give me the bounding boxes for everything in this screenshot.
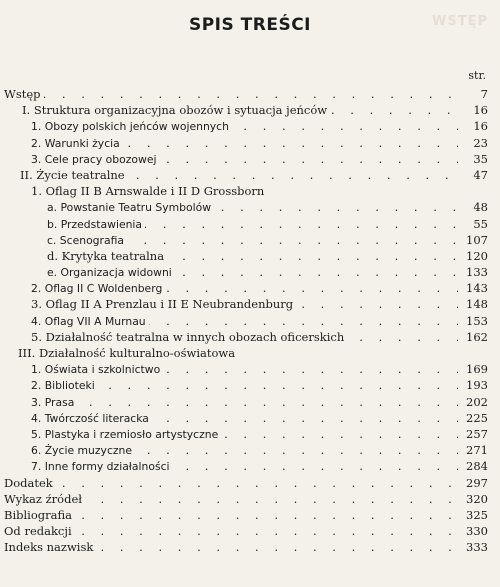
toc-entry-title: III. Działalność kulturalno-oświatowa [18,346,238,360]
toc-entry-page-number: 162 [462,329,488,345]
toc-entry-page-number: 193 [462,377,488,393]
toc-entry [0,102,500,118]
toc-entry-title: Dodatek [4,476,56,490]
toc-entry-text-wrap [47,199,458,216]
toc-entry [0,394,500,410]
toc-entry [0,523,500,539]
toc-entry-text-wrap [4,475,458,491]
toc-entry-text-wrap [31,442,458,459]
toc-entry-title: I. Struktura organizacyjna obozów i sytuacja jeńców [22,103,330,117]
toc-entry-title: 4. Oflag VII A Murnau [31,315,149,328]
toc-entry-title: d. Krytyka teatralna [47,249,167,263]
toc-entry-title: b. Przedstawienia [47,218,145,231]
toc-entry-page-number: 297 [462,475,488,491]
toc-entry-text-wrap [31,458,458,475]
toc-entry-title: 5. Plastyka i rzemiosło artystyczne [31,428,221,441]
toc-entry-page-number: 333 [462,539,488,555]
toc-entry [0,377,500,393]
page-column-label: str. [468,69,486,82]
toc-entry-text-wrap [4,507,458,523]
toc-entry-text-wrap [31,151,458,168]
toc-entry-title: 2. Oflag II C Woldenberg [31,282,165,295]
toc-entry-title: a. Powstanie Teatru Symbolów [47,201,214,214]
toc-entry-page-number: 23 [469,135,488,151]
page-title: SPIS TREŚCI [188,15,312,35]
toc-entry-page-number: 48 [469,199,488,215]
toc-entry [0,475,500,491]
toc-entry-page-number: 169 [462,361,488,377]
toc-entry-page-number: 107 [462,232,488,248]
toc-entry [0,167,500,183]
toc-entry-text-wrap [47,232,458,249]
toc-entry [0,135,500,151]
toc-entry [0,248,500,264]
toc-entry [0,183,500,199]
toc-entry-title: 1. Oflag II B Arnswalde i II D Grossborn [31,184,267,198]
toc-entry-title: 7. Inne formy działalności [31,460,173,473]
toc-entry-title: Wstęp [4,87,44,101]
toc-entry-title: Indeks nazwisk [4,540,96,554]
toc-entry [0,232,500,248]
toc-entry-title: 3. Cele pracy obozowej [31,153,159,166]
toc-entry [0,329,500,345]
toc-entry-text-wrap [47,264,458,281]
toc-entry-title: 1. Obozy polskich jeńców wojennych [31,120,232,133]
toc-entry-title: Od redakcji [4,524,75,538]
toc-entry [0,539,500,555]
toc-entry [0,507,500,523]
toc-entry-title: II. Życie teatralne [20,168,128,182]
toc-entry-page-number: 153 [462,313,488,329]
toc-entry-text-wrap [22,102,458,118]
toc-entry-text-wrap [31,313,458,330]
toc-entry [0,86,500,102]
toc-entry-text-wrap [31,135,458,152]
toc-entry [0,442,500,458]
toc-entry-text-wrap [31,280,458,297]
toc-entry-page-number: 7 [477,86,488,102]
toc-entry-text-wrap [31,296,458,312]
toc-entry-title: 2. Warunki życia [31,137,123,150]
toc-entry-page-number: 284 [462,458,488,474]
toc-entry-page-number: 330 [462,523,488,539]
toc-entry-text-wrap [31,426,458,443]
toc-entry-page-number: 225 [462,410,488,426]
toc-entry [0,426,500,442]
toc-entry-text-wrap [18,345,458,361]
toc-entry-page-number: 320 [462,491,488,507]
toc-entry-title: 6. Życie muzyczne [31,444,135,457]
toc-entry [0,216,500,232]
toc-entry [0,491,500,507]
toc-entry-page-number: 202 [462,394,488,410]
toc-entry-text-wrap [31,394,458,411]
toc-entry-page-number: 271 [462,442,488,458]
toc-entry-text-wrap [4,86,458,102]
toc-entry-text-wrap [4,491,458,507]
table-of-contents [0,86,500,555]
toc-entry [0,151,500,167]
toc-entry-title: Bibliografia [4,508,75,522]
toc-entry-text-wrap [31,329,458,345]
toc-entry-title: Wykaz źródeł [4,492,85,506]
toc-entry [0,264,500,280]
toc-entry-title: 3. Oflag II A Prenzlau i II E Neubrandenburg [31,297,296,311]
toc-entry-page-number: 55 [469,216,488,232]
toc-entry-page-number: 47 [469,167,488,183]
toc-entry-text-wrap [47,216,458,233]
toc-entry-title: c. Scenografia [47,234,127,247]
toc-entry-text-wrap [31,377,458,394]
toc-entry-text-wrap [31,410,458,427]
toc-entry [0,280,500,296]
toc-entry-page-number: 325 [462,507,488,523]
toc-entry-title: 1. Oświata i szkolnictwo [31,363,163,376]
toc-entry-title: 2. Biblioteki [31,379,98,392]
toc-entry-text-wrap [31,361,458,378]
faded-header-text: WSTĘP [432,14,488,29]
toc-entry-page-number: 16 [469,102,488,118]
toc-entry-page-number: 133 [462,264,488,280]
toc-entry-title: 5. Działalność teatralna w innych obozach oficerskich [31,330,347,344]
toc-entry [0,199,500,215]
toc-entry [0,345,500,361]
toc-entry-title: 3. Prasa [31,396,77,409]
toc-entry [0,296,500,312]
toc-entry-text-wrap [31,118,458,135]
toc-entry [0,458,500,474]
toc-entry [0,118,500,134]
toc-entry-title: e. Organizacja widowni [47,266,175,279]
toc-entry-text-wrap [20,167,458,183]
toc-entry-text-wrap [31,183,458,199]
toc-entry-page-number: 120 [462,248,488,264]
toc-entry-page-number: 35 [469,151,488,167]
toc-entry-page-number: 148 [462,296,488,312]
toc-entry [0,410,500,426]
toc-entry-text-wrap [47,248,458,264]
toc-entry-page-number: 257 [462,426,488,442]
toc-entry-page-number: 143 [462,280,488,296]
toc-entry [0,361,500,377]
toc-entry [0,313,500,329]
toc-entry-title: 4. Twórczość literacka [31,412,152,425]
toc-entry-text-wrap [4,523,458,539]
toc-entry-page-number: 16 [469,118,488,134]
toc-entry-text-wrap [4,539,458,555]
